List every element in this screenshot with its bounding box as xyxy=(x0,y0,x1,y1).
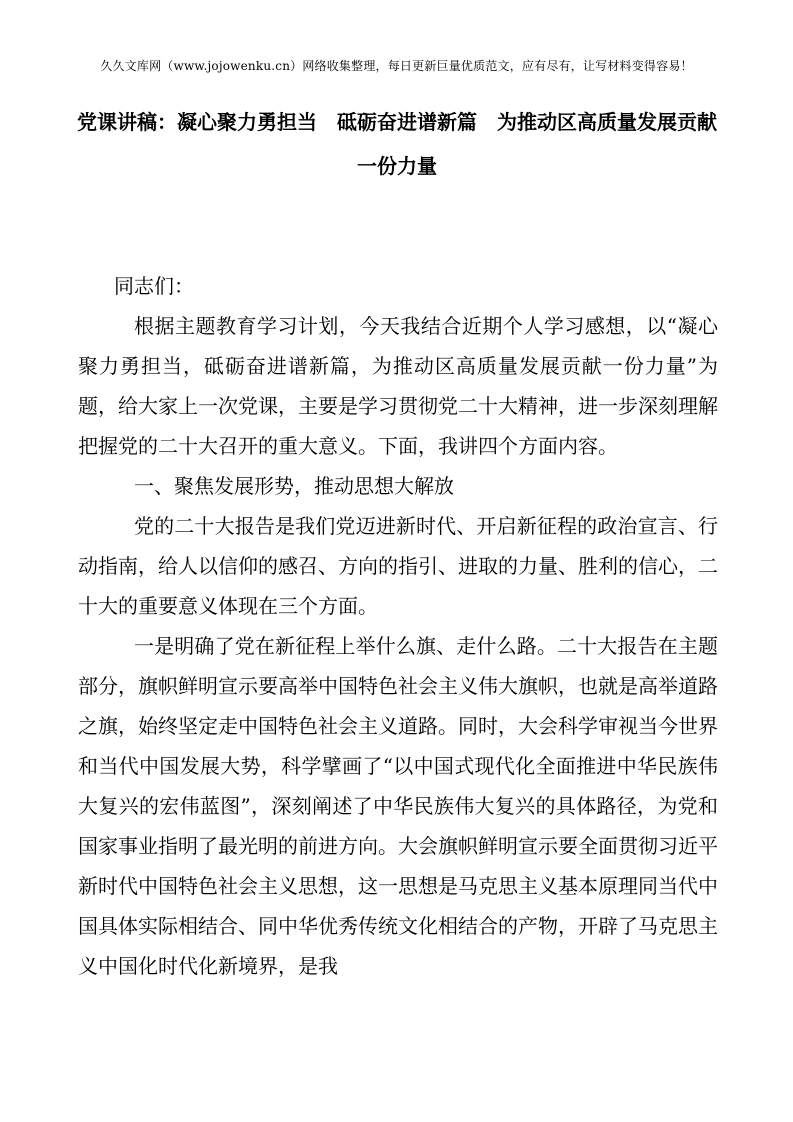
paragraph-point-one: 一是明确了党在新征程上举什么旗、走什么路。二十大报告在主题部分，旗帜鲜明宣示要高举中国特色社会主义伟大旗帜，也就是高举道路之旗，始终坚定走中国特色社会主义道路。同时，大会科学审视当今世界和当代中国发展大势，科学擘画了“以中国式现代化全面推进中华民族伟大复兴的宏伟蓝图”，深刻阐述了中华民族伟大复兴的具体路径，为党和国家事业指明了最光明的前进方向。大会旗帜鲜明宣示要全面贯彻习近平新时代中国特色社会主义思想，这一思想是马克思主义基本原理同当代中国具体实际相结合、同中华优秀传统文化相结合的产物，开辟了马克思主义中国化时代化新境界，是我 xyxy=(78,634,718,978)
section-heading-1: 一、聚焦发展形势，推动思想大解放 xyxy=(134,474,454,498)
salutation: 同志们： xyxy=(114,274,194,298)
document-title: 党课讲稿：凝心聚力勇担当 砥砺奋进谱新篇 为推动区高质量发展贡献一份力量 xyxy=(77,110,717,178)
paragraph-intro: 根据主题教育学习计划，今天我结合近期个人学习感想，以“凝心聚力勇担当，砥砺奋进谱新篇，为推动区高质量发展贡献一份力量”为题，给大家上一次党课，主要是学习贯彻党二十大精神，进一步深刻理解把握党的二十大召开的重大意义。下面，我讲四个方面内容。 xyxy=(78,314,718,458)
document-body xyxy=(78,266,718,986)
site-header-notice: 久久文库网（www.jojowenku.cn）网络收集整理，每日更新巨量优质范文，应有尽有，让写材料变得容易！ xyxy=(100,59,693,73)
paragraph-significance: 党的二十大报告是我们党迈进新时代、开启新征程的政治宣言、行动指南，给人以信仰的感召、方向的指引、进取的力量、胜利的信心，二十大的重要意义体现在三个方面。 xyxy=(78,514,718,618)
